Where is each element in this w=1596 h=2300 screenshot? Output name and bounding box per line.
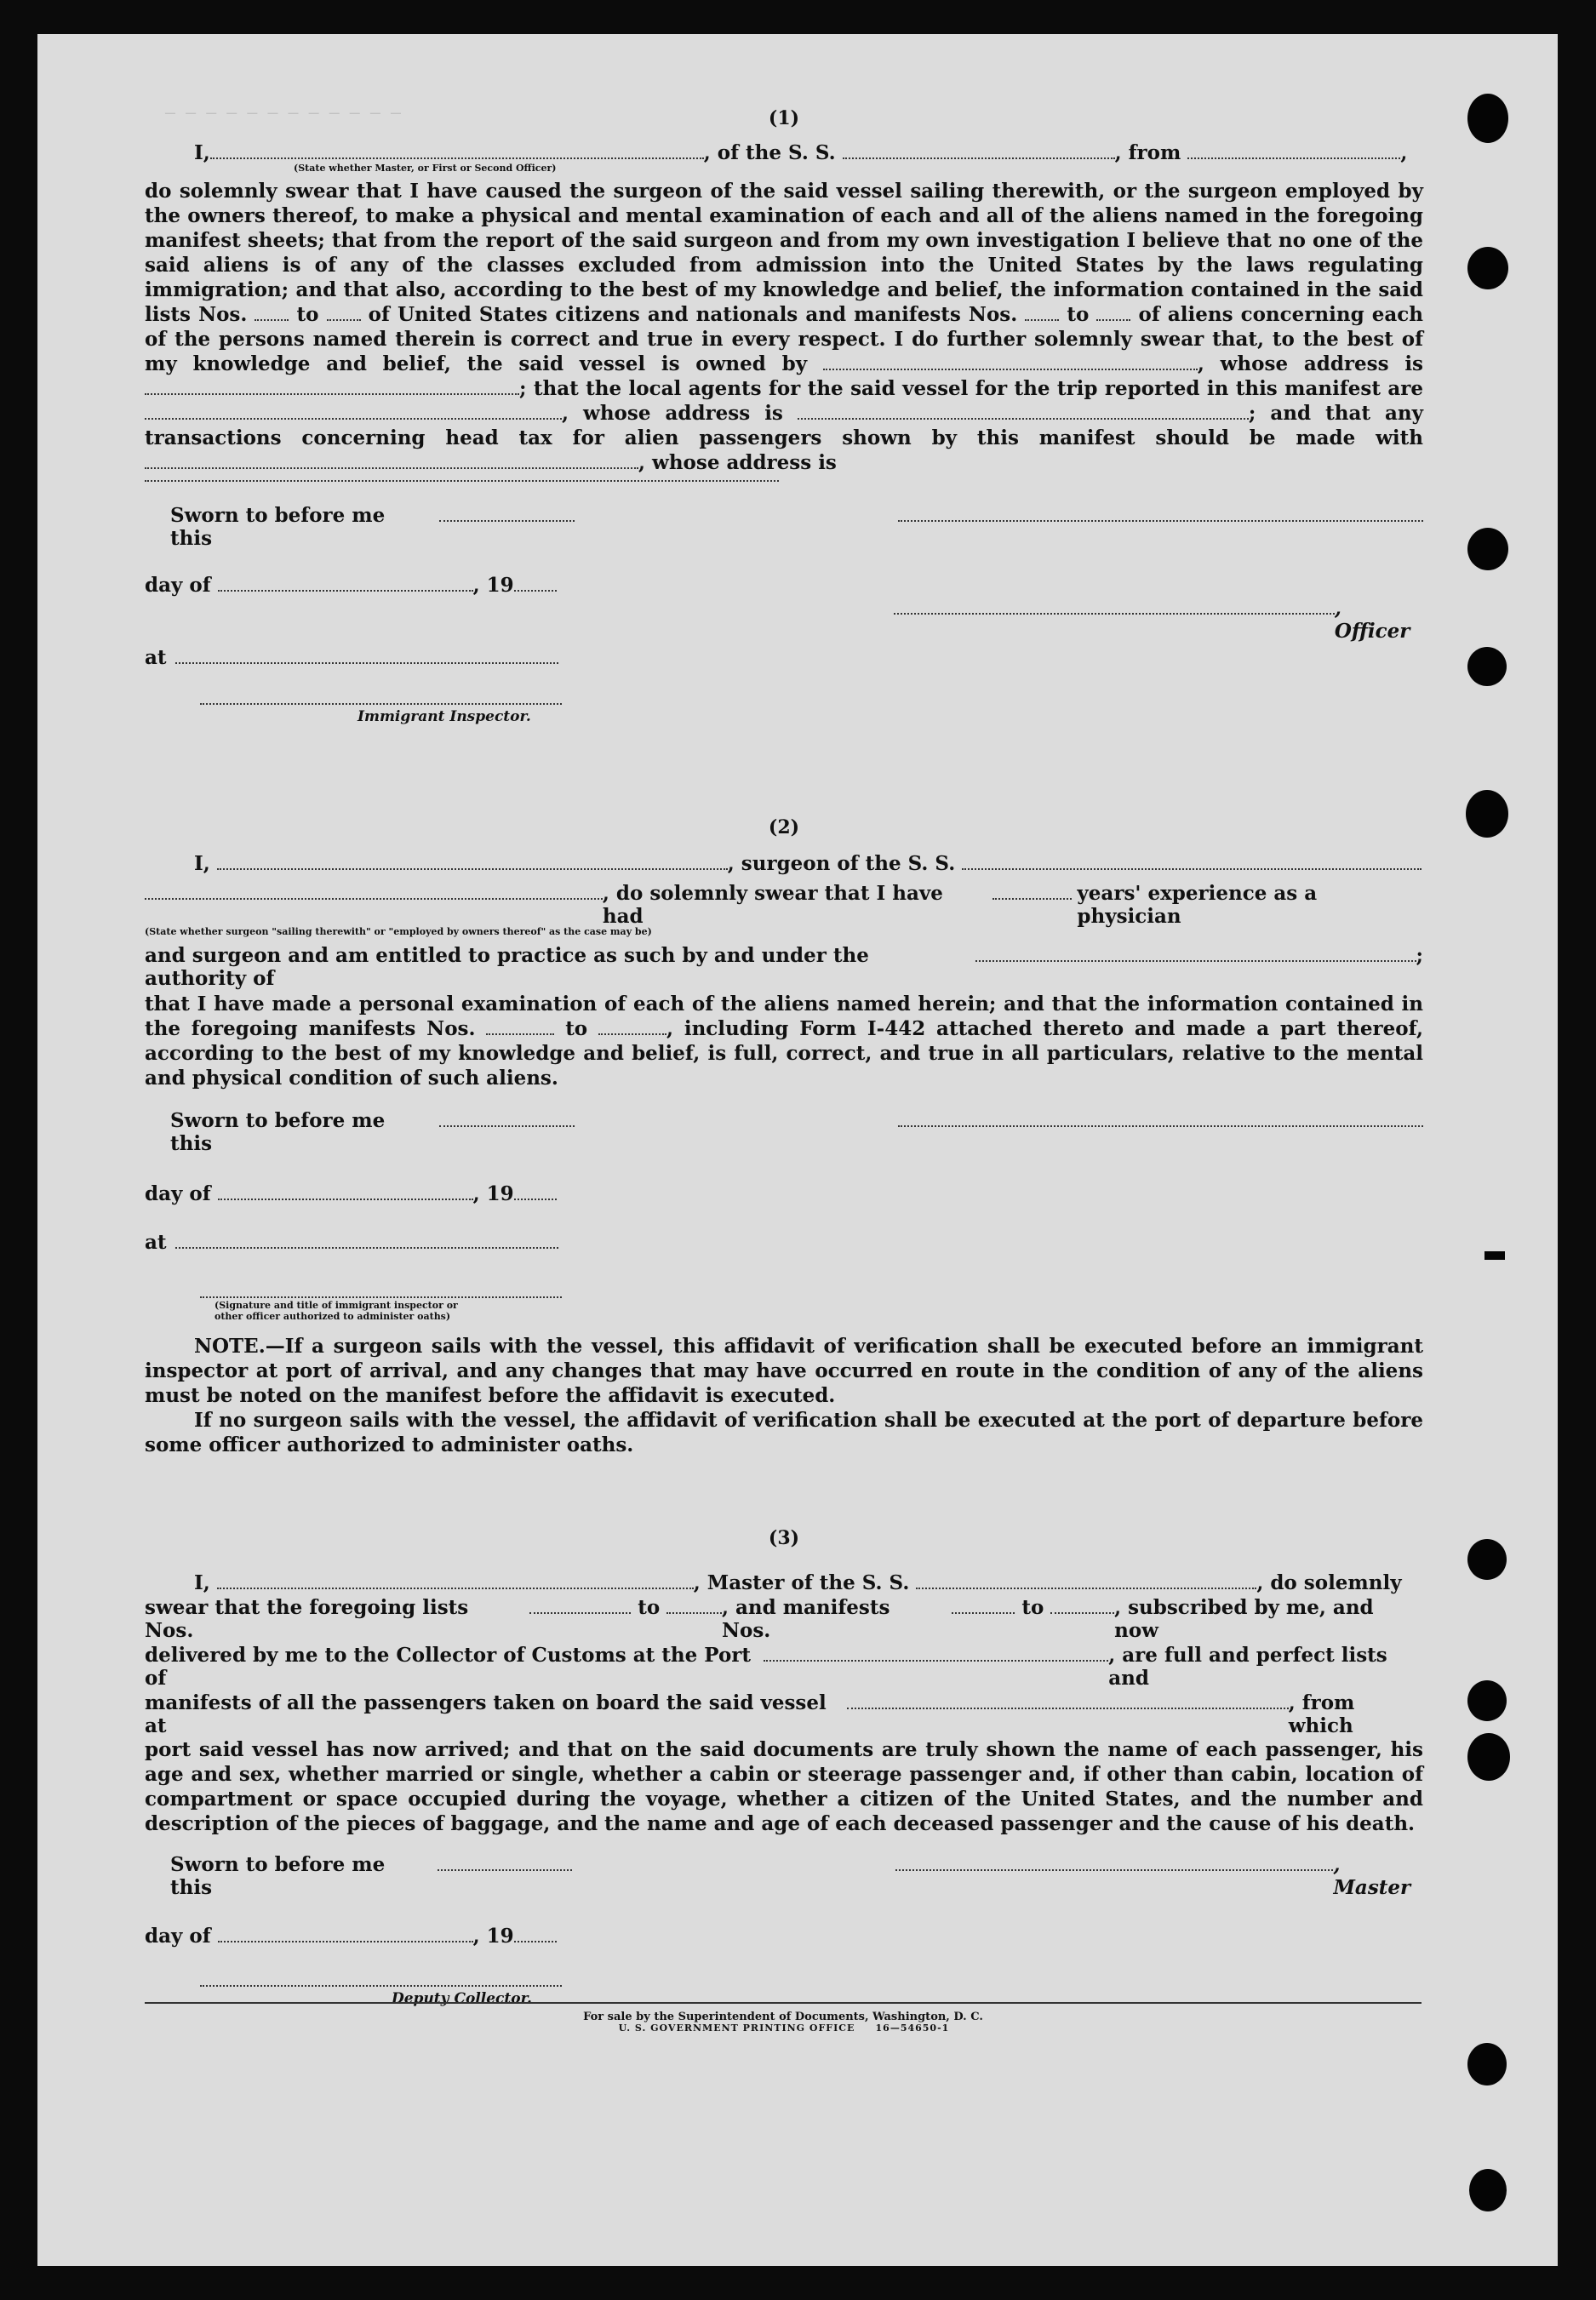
sworn-label: Sworn to before me this: [170, 504, 386, 550]
section-1: (1) I, , of the S. S. , from , (State whether Master, or First or Second Officer) do solemnly swear that I have caused the surgeon of the said vessel sailing therewith, or the surgeon employed by the owners thereof, to make a physical and mental examination of each and all of the aliens named in the foregoing manifest sheets; that from the report of the said surgeon and from my own investigation I believe that no one of the said aliens is of any of the classes excluded from admission into the United States by the laws regulating immigration; and that also, according to the best of my knowledge and belief, the information contained in the said lists Nos. to of United States citizens and nationals and manifests Nos. to of aliens concerning each of the persons named therein is correct and true in every respect. I do further solemnly swear that, to the best of my knowledge and belief, the said vessel is owned by , whose address is ; that the local agents for the said vessel for the trip reported in this manifest are , whose address is ; and that any transactions concerning head tax for alien passengers shown by this manifest should be made with , whose address is Sworn to before me this day of , 19 , Officer at Immigrant Inspector.: [145, 107, 1424, 725]
agents-address-field[interactable]: [798, 403, 1249, 420]
mark: [1484, 1251, 1505, 1260]
lists-to-field[interactable]: [327, 304, 361, 321]
at-place-field[interactable]: [175, 1232, 558, 1249]
head-tax-party-field[interactable]: [145, 452, 638, 469]
of-the-ss-label: , of the S. S.: [703, 141, 836, 164]
local-agents-text: that the local agents for the said vessel for the trip reported in this manifest are: [533, 377, 1423, 400]
to-label: to: [296, 303, 319, 326]
authority-label: and surgeon and am entitled to practice as such by and under the authority of: [145, 944, 869, 990]
delivered-label: delivered by me to the Collector of Customs at the Port of: [145, 1644, 752, 1690]
passenger-details-text: port said vessel has now arrived; and that on the said documents are truly shown the name of each passenger, his age and sex, whether married or single, whether a cabin or steerage passenger and, if other than cabin, location of compartment or space occupied during the voyage, whether a citizen of the United States, and the number and description of the pieces of baggage, and the name and age of each deceased passenger and the cause of his death.: [145, 1738, 1423, 1835]
from-label: , from: [1114, 141, 1181, 164]
section-2: (2) I, , surgeon of the S. S. , do solemnly swear that I have had years' experience as a physician (State whether surgeon "sailing therewith" or "employed by owners thereof" as the case may be) and surgeon and am entitled to practice as such by and under the authority of ; that I have made a personal examination of each of the aliens named herein; and that the information contained in the foregoing manifests Nos. to , including Form I-442 attached thereto and made a part thereof, according to the best of my knowledge and belief, is full, correct, and true in all particulars, relative to the mental and physical condition of such aliens. Sworn to before me this day of , 19 at (Signature and title of immigrant inspector or other officer authorized to administer oaths) NOTE.—If a surgeon sails with the vessel, this affidavit of verification shall be executed before an immigrant inspector at port of arrival, and any changes that may have occurred en route in the condition of any of the aliens must be noted on the manifest before the affidavit is executed. If no surgeon sails with the vessel, the affidavit of verification shall be executed at the port of departure before some officer authorized to administer oaths.: [145, 816, 1423, 1456]
full-perfect-label: , are full and perfect lists and: [1108, 1644, 1387, 1690]
manifests-from-field[interactable]: [952, 1597, 1015, 1614]
at-label: at: [145, 1231, 167, 1254]
sworn-day-field[interactable]: [439, 1110, 575, 1127]
surgeon-of-label: , surgeon of the S. S.: [727, 852, 956, 875]
lists-from-field[interactable]: [255, 304, 289, 321]
swear-lists-label: swear that the foregoing lists Nos.: [145, 1596, 469, 1642]
officer-signature-line[interactable]: [898, 505, 1423, 522]
swear-years-label: , do solemnly swear that I have had: [602, 882, 943, 928]
section-number: (3): [768, 1527, 800, 1549]
port-field[interactable]: [764, 1645, 1108, 1662]
day-of-field[interactable]: [218, 1925, 473, 1942]
owner-address-field[interactable]: [145, 378, 519, 395]
manifests-from-field[interactable]: [1025, 304, 1059, 321]
officer-caption: (State whether Master, or First or Second Officer): [294, 163, 557, 174]
embark-port-field[interactable]: [847, 1692, 1289, 1709]
surgeon-status-field[interactable]: [145, 883, 603, 900]
years-field[interactable]: [992, 883, 1073, 900]
i-label: I,: [194, 141, 210, 164]
year-field[interactable]: [514, 575, 557, 592]
master-name-field[interactable]: [217, 1572, 694, 1589]
to-label: to: [565, 1017, 588, 1040]
punch-hole: [1467, 528, 1508, 570]
vessel-name-field[interactable]: [962, 853, 1422, 870]
owner-field[interactable]: [823, 353, 1198, 370]
day-of-field[interactable]: [218, 575, 473, 592]
address-continuation-line[interactable]: [145, 480, 779, 482]
from-which-label: , from which: [1288, 1691, 1355, 1737]
form-i442-text: , including Form I-442 attached thereto and made a part thereof, according to the best of my knowledge and belief, is full, correct, and true in all particulars, relative to the mental and physical condition of such aliens.: [145, 1017, 1423, 1090]
year-label: , 19: [472, 574, 514, 597]
bleed-through-text: — — — — — — — — — — — —: [165, 102, 401, 123]
authority-field[interactable]: [975, 945, 1416, 962]
lists-from-field[interactable]: [529, 1597, 632, 1614]
administering-officer-line[interactable]: [200, 1296, 562, 1298]
surgeon-signature-line[interactable]: [898, 1110, 1423, 1127]
to-label: to: [1021, 1596, 1044, 1619]
whose-address-label-2: whose address is: [583, 402, 783, 425]
day-of-label: day of: [145, 574, 211, 597]
head-tax-text: ; and that any transactions concerning head tax for alien passengers shown by this manifest should be made with: [145, 402, 1423, 449]
punch-hole: [1467, 1680, 1507, 1721]
for-sale-line: For sale by the Superintendent of Documents, Washington, D. C.: [583, 2011, 983, 2023]
us-citizens-text: of United States citizens and nationals and manifests Nos.: [368, 303, 1018, 326]
oath-paragraph: do solemnly swear that I have caused the surgeon of the said vessel sailing therewith, or the surgeon employed by the owners thereof, to make a physical and mental examination of each and all of the aliens named in the foregoing manifest sheets; that from the report of the said surgeon and from my own investigation I believe that no one of the said aliens is of any of the classes excluded from admission into the United States by the laws regulating immigration; and that also, according to the best of my knowledge and belief, the information contained in the said lists Nos.: [145, 180, 1423, 326]
note-label: NOTE.: [194, 1335, 266, 1358]
day-of-label: day of: [145, 1925, 211, 1948]
year-field[interactable]: [514, 1925, 557, 1942]
master-label: , Master: [1333, 1853, 1411, 1899]
printing-office-line: U. S. GOVERNMENT PRINTING OFFICE 16—54650-1: [618, 2023, 950, 2034]
inspector-signature-line[interactable]: [200, 703, 562, 705]
to-label: to: [1067, 303, 1090, 326]
local-agents-field[interactable]: [145, 403, 562, 420]
note-text: —If a surgeon sails with the vessel, this affidavit of verification shall be executed before an immigrant inspector at port of arrival, and any changes that may have occurred en route in the condition of any of the aliens must be noted on the manifest before the affidavit is executed.: [145, 1335, 1423, 1407]
to-label: to: [638, 1596, 661, 1619]
section-3: [145, 1526, 1423, 2034]
day-of-field[interactable]: [218, 1183, 473, 1200]
manifests-to-field[interactable]: [598, 1018, 666, 1035]
vessel-name-field[interactable]: [916, 1572, 1256, 1589]
lists-to-field[interactable]: [666, 1597, 722, 1614]
master-signature-line[interactable]: [895, 1854, 1333, 1871]
years-experience-label: years' experience as a physician: [1077, 882, 1318, 928]
officer-name-field[interactable]: [210, 142, 704, 159]
year-label: , 19: [472, 1925, 514, 1948]
footer-rule: [145, 2002, 1422, 2004]
vessel-name-field[interactable]: [843, 142, 1115, 159]
i-label: I,: [194, 1571, 210, 1594]
signature-caption-2: other officer authorized to administer oaths): [215, 1311, 451, 1322]
officer-title-line[interactable]: [894, 598, 1335, 615]
examination-text: that I have made a personal examination of each of the aliens named herein; and that the information contained in the foregoing manifests Nos.: [145, 993, 1423, 1040]
manifests-from-field[interactable]: [486, 1018, 554, 1035]
punch-hole: [1467, 1733, 1510, 1781]
section-number: (1): [768, 107, 800, 129]
punch-hole: [1467, 2043, 1507, 2085]
whose-address-label-3: , whose address is: [638, 451, 837, 474]
sworn-day-field[interactable]: [438, 1854, 572, 1871]
note-text-2: If no surgeon sails with the vessel, the affidavit of verification shall be executed at the port of departure before some officer authorized to administer oaths.: [145, 1409, 1423, 1456]
officer-label: , Officer: [1334, 597, 1410, 643]
day-of-label: day of: [145, 1182, 211, 1205]
inspector-caption: Immigrant Inspector.: [358, 708, 531, 725]
at-place-field[interactable]: [175, 647, 558, 664]
manifests-to-field[interactable]: [1096, 304, 1130, 321]
section-number: (2): [768, 816, 800, 838]
i-label: I,: [194, 852, 210, 875]
whose-address-label: , whose address is: [1197, 352, 1423, 375]
collector-signature-line[interactable]: [200, 1985, 562, 1987]
punch-hole: [1469, 2169, 1507, 2211]
sworn-label: Sworn to before me this: [170, 1853, 386, 1899]
surgeon-caption: (State whether surgeon "sailing therewith" or "employed by owners thereof" as the case may be): [145, 926, 652, 937]
punch-hole: [1467, 647, 1507, 686]
punch-hole: [1467, 247, 1508, 289]
master-of-label: , Master of the S. S.: [693, 1571, 910, 1594]
year-field[interactable]: [514, 1183, 557, 1200]
sworn-label: Sworn to before me this: [170, 1109, 386, 1155]
year-label: , 19: [472, 1182, 514, 1205]
and-manifests-label: , and manifests Nos.: [721, 1596, 890, 1642]
manifests-to-field[interactable]: [1050, 1597, 1114, 1614]
at-label: at: [145, 646, 167, 669]
aliens-text: of aliens concerning each of the persons named therein is correct and true in every respect. I do further solemnly swear that, to the best of my knowledge and belief, the said vessel is owned by: [145, 303, 1424, 375]
punch-hole: [1466, 790, 1508, 838]
from-port-field[interactable]: [1187, 142, 1400, 159]
signature-caption-1: (Signature and title of immigrant inspector or: [215, 1300, 458, 1311]
punch-hole: [1467, 94, 1508, 143]
sworn-day-field[interactable]: [439, 505, 575, 522]
do-solemnly-label: , do solemnly: [1256, 1571, 1402, 1594]
collector-caption: Deputy Collector.: [392, 1990, 532, 2007]
subscribed-label: , subscribed by me, and now: [1114, 1596, 1374, 1642]
manifests-all-label: manifests of all the passengers taken on board the said vessel at: [145, 1691, 827, 1737]
punch-hole: [1467, 1539, 1507, 1580]
surgeon-name-field[interactable]: [217, 853, 728, 870]
